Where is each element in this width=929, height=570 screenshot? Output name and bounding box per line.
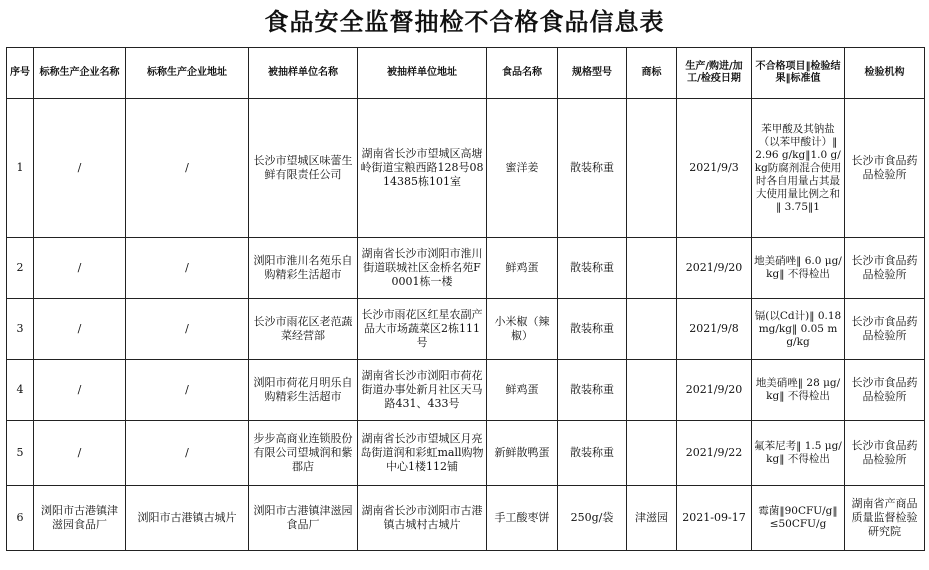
- cell-date: 2021/9/8: [677, 299, 752, 360]
- cell-result: 地美硝唑‖ 28 μg/kg‖ 不得检出: [752, 360, 845, 421]
- inspection-table: [6, 47, 925, 551]
- cell-no: 4: [7, 360, 34, 421]
- cell-agency: 长沙市食品药品检验所: [845, 238, 925, 299]
- cell-mfr-addr: /: [126, 238, 249, 299]
- cell-food: 鲜鸡蛋: [487, 238, 558, 299]
- cell-no: 6: [7, 486, 34, 551]
- cell-unit-name: 浏阳市古港镇津滋园食品厂: [249, 486, 358, 551]
- cell-food: 新鲜散鸭蛋: [487, 421, 558, 486]
- cell-brand: [627, 99, 677, 238]
- cell-date: 2021/9/20: [677, 360, 752, 421]
- cell-result: 地美硝唑‖ 6.0 μg/kg‖ 不得检出: [752, 238, 845, 299]
- cell-food: 手工酸枣饼: [487, 486, 558, 551]
- cell-no: 2: [7, 238, 34, 299]
- cell-food: 鲜鸡蛋: [487, 360, 558, 421]
- table-row: [7, 238, 925, 299]
- cell-mfr-name: /: [34, 238, 126, 299]
- cell-spec: 散装称重: [558, 421, 627, 486]
- cell-date: 2021/9/20: [677, 238, 752, 299]
- cell-result: 氟苯尼考‖ 1.5 μg/kg‖ 不得检出: [752, 421, 845, 486]
- cell-brand: [627, 421, 677, 486]
- cell-brand: [627, 360, 677, 421]
- header-agency: 检验机构: [845, 48, 925, 99]
- header-brand: 商标: [627, 48, 677, 99]
- cell-unit-addr: 湖南省长沙市浏阳市淮川街道联城社区金桥名苑F0001栋一楼: [358, 238, 487, 299]
- table-row: [7, 360, 925, 421]
- cell-food: 蜜洋姜: [487, 99, 558, 238]
- cell-spec: 250g/袋: [558, 486, 627, 551]
- header-spec: 规格型号: [558, 48, 627, 99]
- table-row: [7, 421, 925, 486]
- cell-no: 1: [7, 99, 34, 238]
- cell-brand: [627, 299, 677, 360]
- cell-date: 2021-09-17: [677, 486, 752, 551]
- header-mfr-addr: 标称生产企业地址: [126, 48, 249, 99]
- header-unit-name: 被抽样单位名称: [249, 48, 358, 99]
- table-row: [7, 299, 925, 360]
- cell-agency: 长沙市食品药品检验所: [845, 99, 925, 238]
- cell-mfr-name: /: [34, 299, 126, 360]
- cell-agency: 长沙市食品药品检验所: [845, 360, 925, 421]
- cell-food: 小米椒（辣椒）: [487, 299, 558, 360]
- header-result: 不合格项目‖检验结果‖标准值: [752, 48, 845, 99]
- cell-unit-name: 长沙市望城区味蕾生鲜有限责任公司: [249, 99, 358, 238]
- cell-mfr-name: /: [34, 360, 126, 421]
- cell-unit-name: 长沙市雨花区老范蔬菜经营部: [249, 299, 358, 360]
- header-date: 生产/购进/加工/检疫日期: [677, 48, 752, 99]
- cell-result: 镉(以Cd计)‖ 0.18 mg/kg‖ 0.05 mg/kg: [752, 299, 845, 360]
- cell-unit-name: 浏阳市淮川名苑乐自购精彩生活超市: [249, 238, 358, 299]
- cell-mfr-addr: /: [126, 421, 249, 486]
- cell-no: 3: [7, 299, 34, 360]
- page-title: 食品安全监督抽检不合格食品信息表: [264, 8, 665, 36]
- cell-no: 5: [7, 421, 34, 486]
- header-unit-addr: 被抽样单位地址: [358, 48, 487, 99]
- cell-unit-addr: 湖南省长沙市浏阳市古港镇古城村古城片: [358, 486, 487, 551]
- cell-mfr-addr: 浏阳市古港镇古城片: [126, 486, 249, 551]
- cell-date: 2021/9/22: [677, 421, 752, 486]
- cell-brand: [627, 238, 677, 299]
- cell-unit-addr: 长沙市雨花区红星农副产品大市场蔬菜区2栋111号: [358, 299, 487, 360]
- cell-spec: 散装称重: [558, 238, 627, 299]
- table-header-row: [7, 48, 925, 99]
- cell-date: 2021/9/3: [677, 99, 752, 238]
- cell-result: 霉菌‖90CFU/g‖ ≤50CFU/g: [752, 486, 845, 551]
- cell-mfr-name: /: [34, 99, 126, 238]
- cell-unit-name: 浏阳市荷花月明乐自购精彩生活超市: [249, 360, 358, 421]
- cell-mfr-addr: /: [126, 360, 249, 421]
- cell-unit-addr: 湖南省长沙市浏阳市荷花街道办事处新月社区天马路431、433号: [358, 360, 487, 421]
- cell-unit-name: 步步高商业连锁股份有限公司望城润和紫郡店: [249, 421, 358, 486]
- cell-brand: 津滋园: [627, 486, 677, 551]
- cell-spec: 散装称重: [558, 299, 627, 360]
- cell-agency: 湖南省产商品质量监督检验研究院: [845, 486, 925, 551]
- cell-mfr-name: 浏阳市古港镇津滋园食品厂: [34, 486, 126, 551]
- table-row: [7, 486, 925, 551]
- header-food: 食品名称: [487, 48, 558, 99]
- cell-mfr-addr: /: [126, 99, 249, 238]
- header-mfr-name: 标称生产企业名称: [34, 48, 126, 99]
- cell-mfr-addr: /: [126, 299, 249, 360]
- header-no: 序号: [7, 48, 34, 99]
- cell-spec: 散装称重: [558, 360, 627, 421]
- cell-result: 苯甲酸及其钠盐（以苯甲酸计）‖2.96 g/kg‖1.0 g/kg防腐剂混合使用时各自用量占其最大使用量比例之和‖ 3.75‖1: [752, 99, 845, 238]
- table-row: [7, 99, 925, 238]
- cell-agency: 长沙市食品药品检验所: [845, 299, 925, 360]
- cell-unit-addr: 湖南省长沙市望城区高塘岭街道宝粮西路128号0814385栋101室: [358, 99, 487, 238]
- cell-agency: 长沙市食品药品检验所: [845, 421, 925, 486]
- cell-spec: 散装称重: [558, 99, 627, 238]
- cell-unit-addr: 湖南省长沙市望城区月亮岛街道润和彩虹mall购物中心1楼112铺: [358, 421, 487, 486]
- cell-mfr-name: /: [34, 421, 126, 486]
